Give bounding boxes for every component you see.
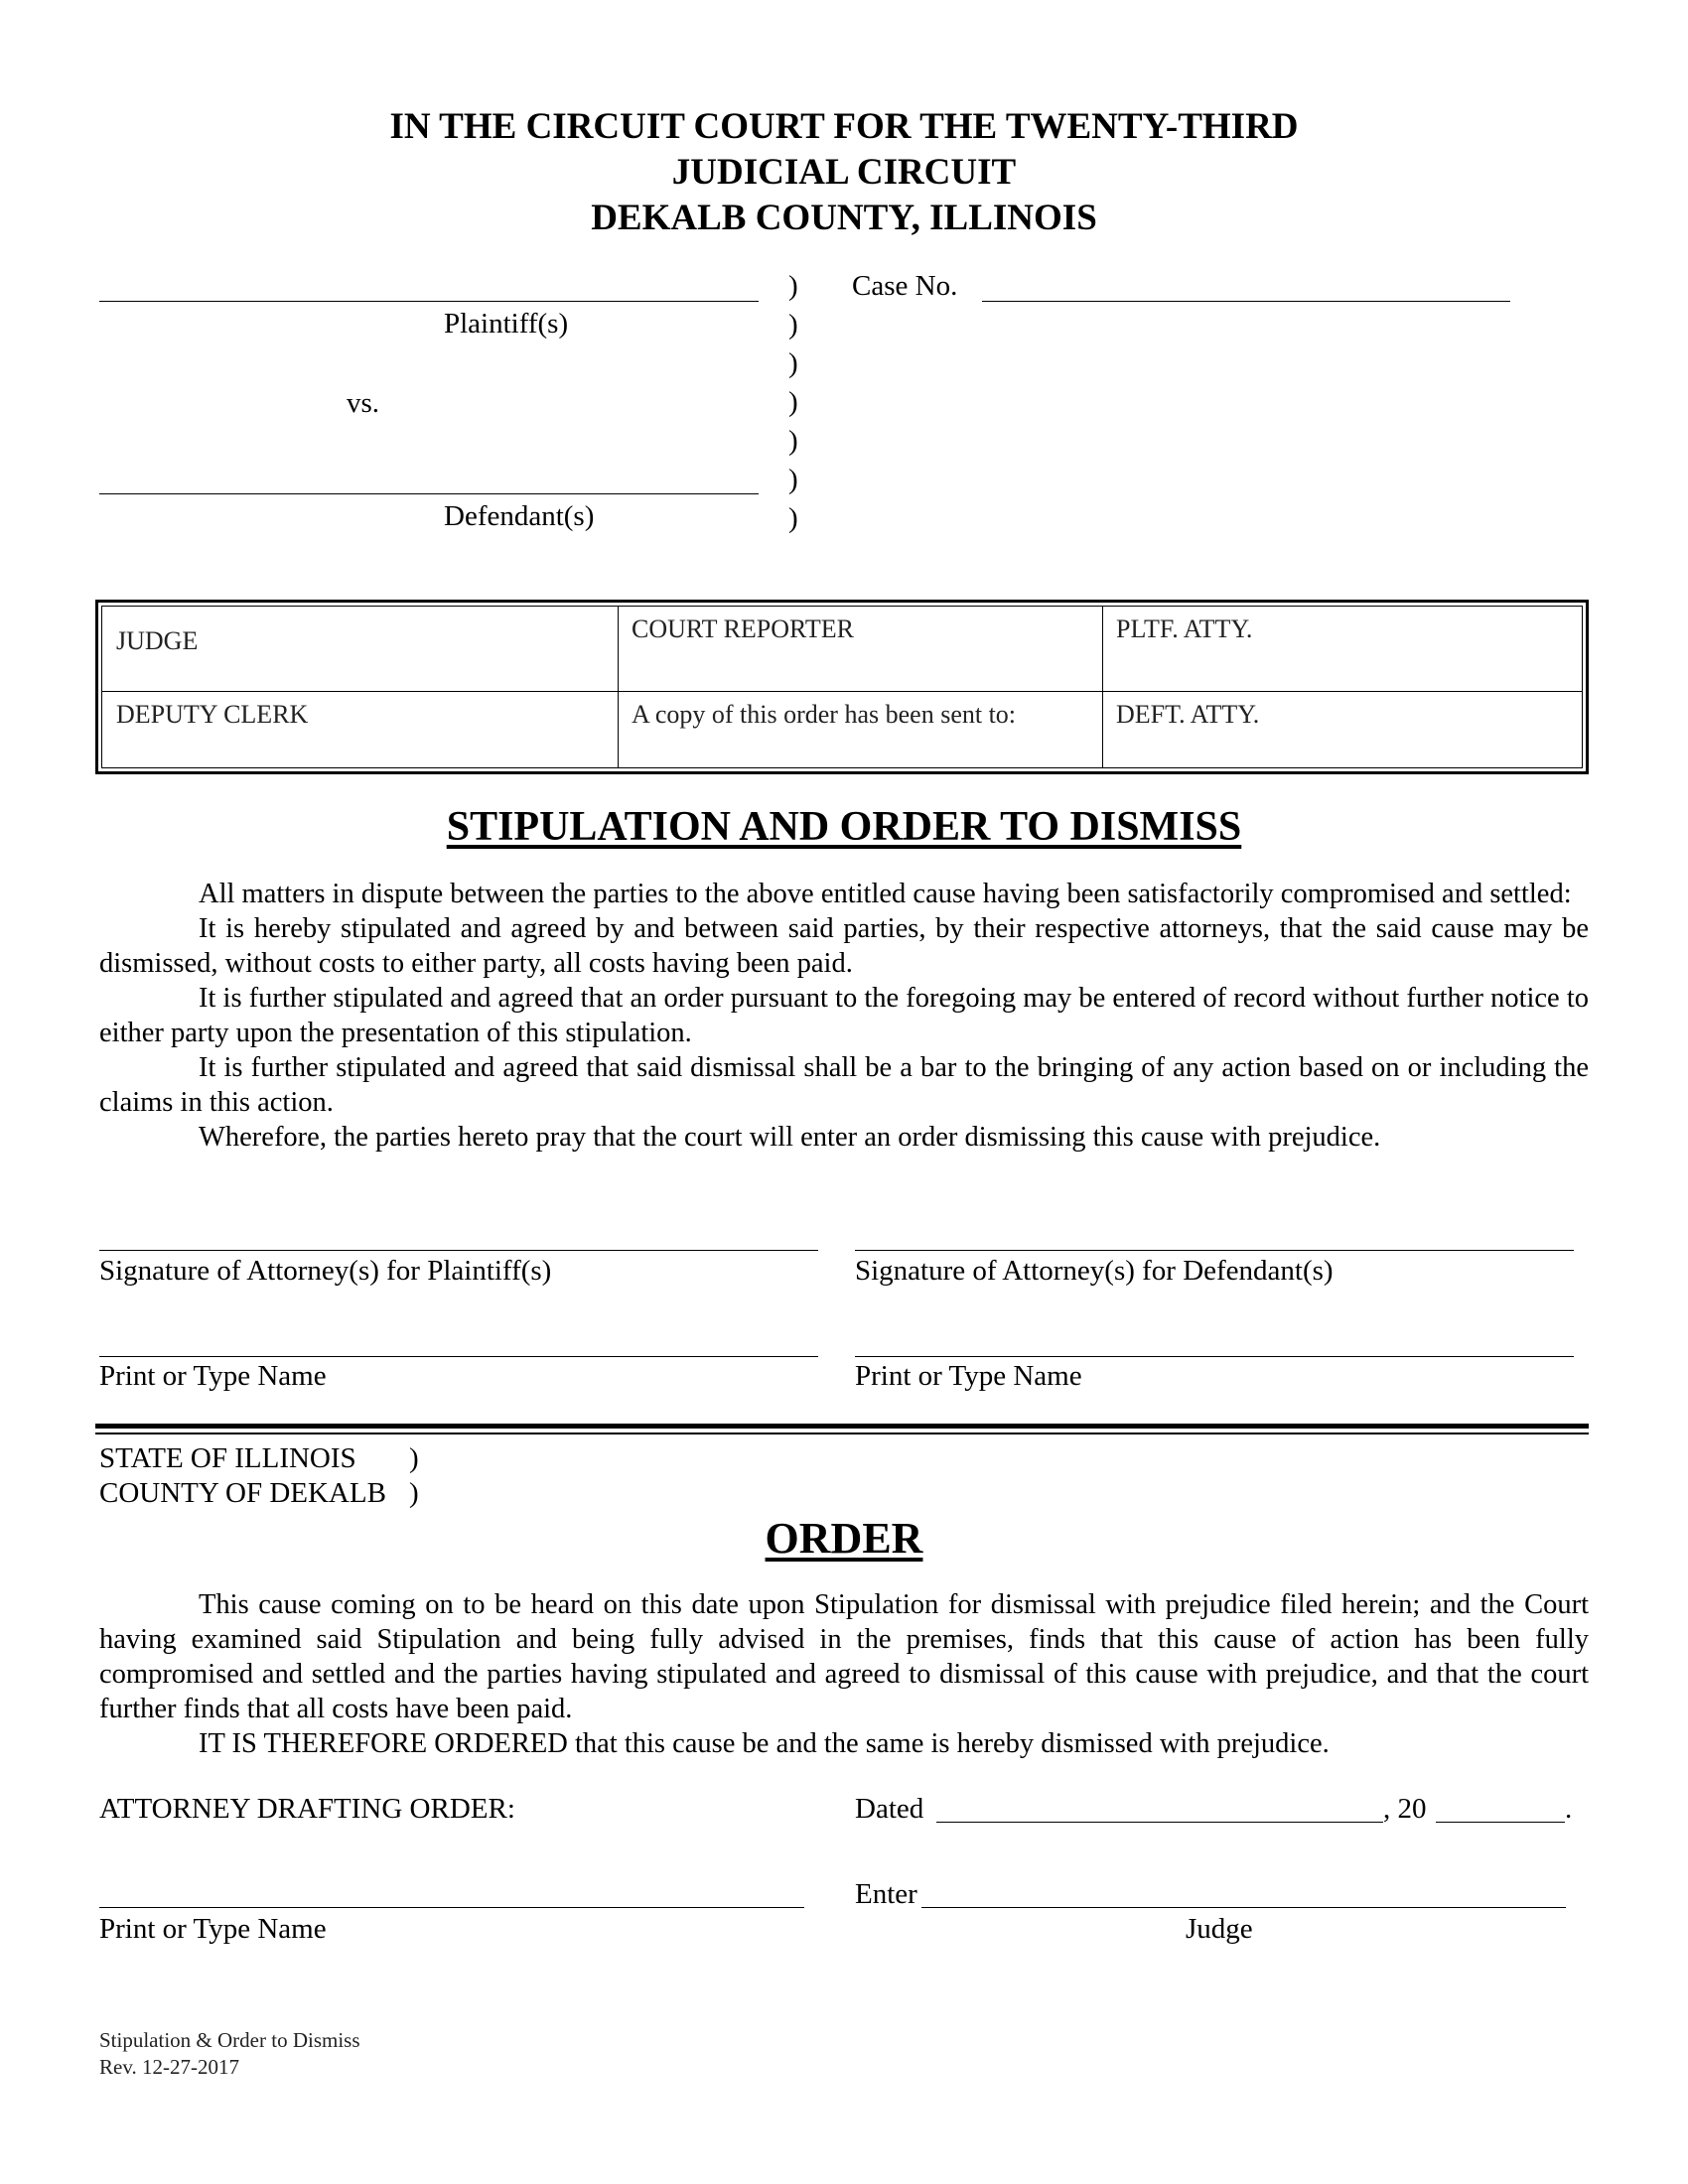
defendant-attorney-signature-line[interactable] — [855, 1250, 1574, 1251]
vs-label: vs. — [347, 387, 380, 419]
plaintiff-label: Plaintiff(s) — [444, 308, 569, 340]
pltf-atty-cell: PLTF. ATTY. — [1116, 614, 1253, 643]
stipulation-paragraph: All matters in dispute between the parties to the above entitled cause having been satisfactorily compromised and settled: — [199, 879, 1572, 909]
venue-paren: ) — [409, 1442, 419, 1474]
venue-county: COUNTY OF DEKALB — [99, 1477, 386, 1509]
stipulation-title: STIPULATION AND ORDER TO DISMISS — [446, 804, 1242, 850]
attorney-drafting-order-label: ATTORNEY DRAFTING ORDER: — [99, 1793, 515, 1825]
case-no-label: Case No. — [852, 270, 958, 302]
caption-paren: ) — [788, 270, 798, 302]
section-divider-thin — [95, 1433, 1589, 1434]
footer-revision: Rev. 12-27-2017 — [99, 2055, 239, 2079]
dated-line[interactable] — [936, 1822, 1383, 1823]
plaintiff-name-line[interactable] — [99, 301, 759, 302]
deft-atty-cell: DEFT. ATTY. — [1116, 700, 1260, 729]
case-no-line[interactable] — [982, 301, 1510, 302]
stipulation-paragraph: It is further stipulated and agreed that said dismissal shall be a bar to the bringing of any action based on or including the claims in this action. — [99, 1052, 1589, 1118]
copy-sent-cell: A copy of this order has been sent to: — [632, 700, 1017, 729]
dated-period: . — [1565, 1793, 1573, 1825]
table-row-divider — [102, 691, 1582, 692]
defendant-name-line[interactable] — [99, 493, 759, 494]
footer-form-name: Stipulation & Order to Dismiss — [99, 2028, 360, 2052]
judge-signature-line[interactable] — [921, 1907, 1566, 1908]
order-paragraph: This cause coming on to be heard on this date upon Stipulation for dismissal with prejudice filed herein; and the Court having examined said Stipulation and being fully advised in the premises, finds that this cause of action has been fully compromised and settled and the parties having stipulated and agreed to dismissal of this cause with prejudice, and that the court further finds that all costs have been paid. — [99, 1589, 1589, 1724]
table-column-divider — [1102, 607, 1103, 767]
caption-paren: ) — [788, 386, 798, 418]
defendant-label: Defendant(s) — [444, 500, 595, 532]
stipulation-paragraph: It is further stipulated and agreed that an order pursuant to the foregoing may be entered of record without further notice to either party upon the presentation of this stipulation. — [99, 983, 1589, 1048]
deputy-clerk-cell: DEPUTY CLERK — [116, 700, 309, 729]
section-divider-thick — [95, 1424, 1589, 1429]
caption-paren: ) — [788, 464, 798, 495]
court-header-line-1: IN THE CIRCUIT COURT FOR THE TWENTY-THIRD — [389, 106, 1299, 147]
drafting-attorney-name-line[interactable] — [99, 1907, 804, 1908]
enter-label: Enter — [855, 1878, 917, 1910]
defendant-attorney-signature-label: Signature of Attorney(s) for Defendant(s) — [855, 1255, 1334, 1287]
judge-label: Judge — [1186, 1913, 1253, 1945]
plaintiff-attorney-signature-label: Signature of Attorney(s) for Plaintiff(s) — [99, 1255, 552, 1287]
venue-paren: ) — [409, 1477, 419, 1509]
caption-paren: ) — [788, 502, 798, 534]
plaintiff-print-name-label: Print or Type Name — [99, 1360, 327, 1392]
court-header-line-3: DEKALB COUNTY, ILLINOIS — [591, 198, 1097, 238]
drafting-attorney-print-name-label: Print or Type Name — [99, 1913, 327, 1945]
order-body — [0, 1587, 1688, 1761]
table-column-divider — [618, 607, 619, 767]
caption-paren: ) — [788, 309, 798, 341]
defendant-print-name-line[interactable] — [855, 1356, 1574, 1357]
caption-paren: ) — [788, 347, 798, 379]
order-paragraph: IT IS THEREFORE ORDERED that this cause be and the same is hereby dismissed with prejudice. — [199, 1728, 1330, 1759]
defendant-print-name-label: Print or Type Name — [855, 1360, 1082, 1392]
caption-parenthesis-column — [788, 269, 798, 540]
caption-paren: ) — [788, 425, 798, 457]
stipulation-body — [0, 877, 1688, 1155]
stipulation-paragraph: It is hereby stipulated and agreed by and between said parties, by their respective attorneys, that the said cause may be dismissed, without costs to either party, all costs having been paid. — [99, 913, 1589, 979]
routing-table — [95, 600, 1589, 774]
stipulation-paragraph: Wherefore, the parties hereto pray that the court will enter an order dismissing this cause with prejudice. — [199, 1122, 1381, 1153]
venue-state: STATE OF ILLINOIS — [99, 1442, 356, 1474]
order-title: ORDER — [765, 1514, 923, 1563]
judge-cell: JUDGE — [116, 626, 199, 655]
year-prefix: , 20 — [1383, 1793, 1427, 1825]
plaintiff-print-name-line[interactable] — [99, 1356, 818, 1357]
court-reporter-cell: COURT REPORTER — [632, 614, 854, 643]
year-line[interactable] — [1436, 1822, 1565, 1823]
plaintiff-attorney-signature-line[interactable] — [99, 1250, 818, 1251]
court-header-line-2: JUDICIAL CIRCUIT — [671, 152, 1017, 193]
dated-label: Dated — [855, 1793, 924, 1825]
